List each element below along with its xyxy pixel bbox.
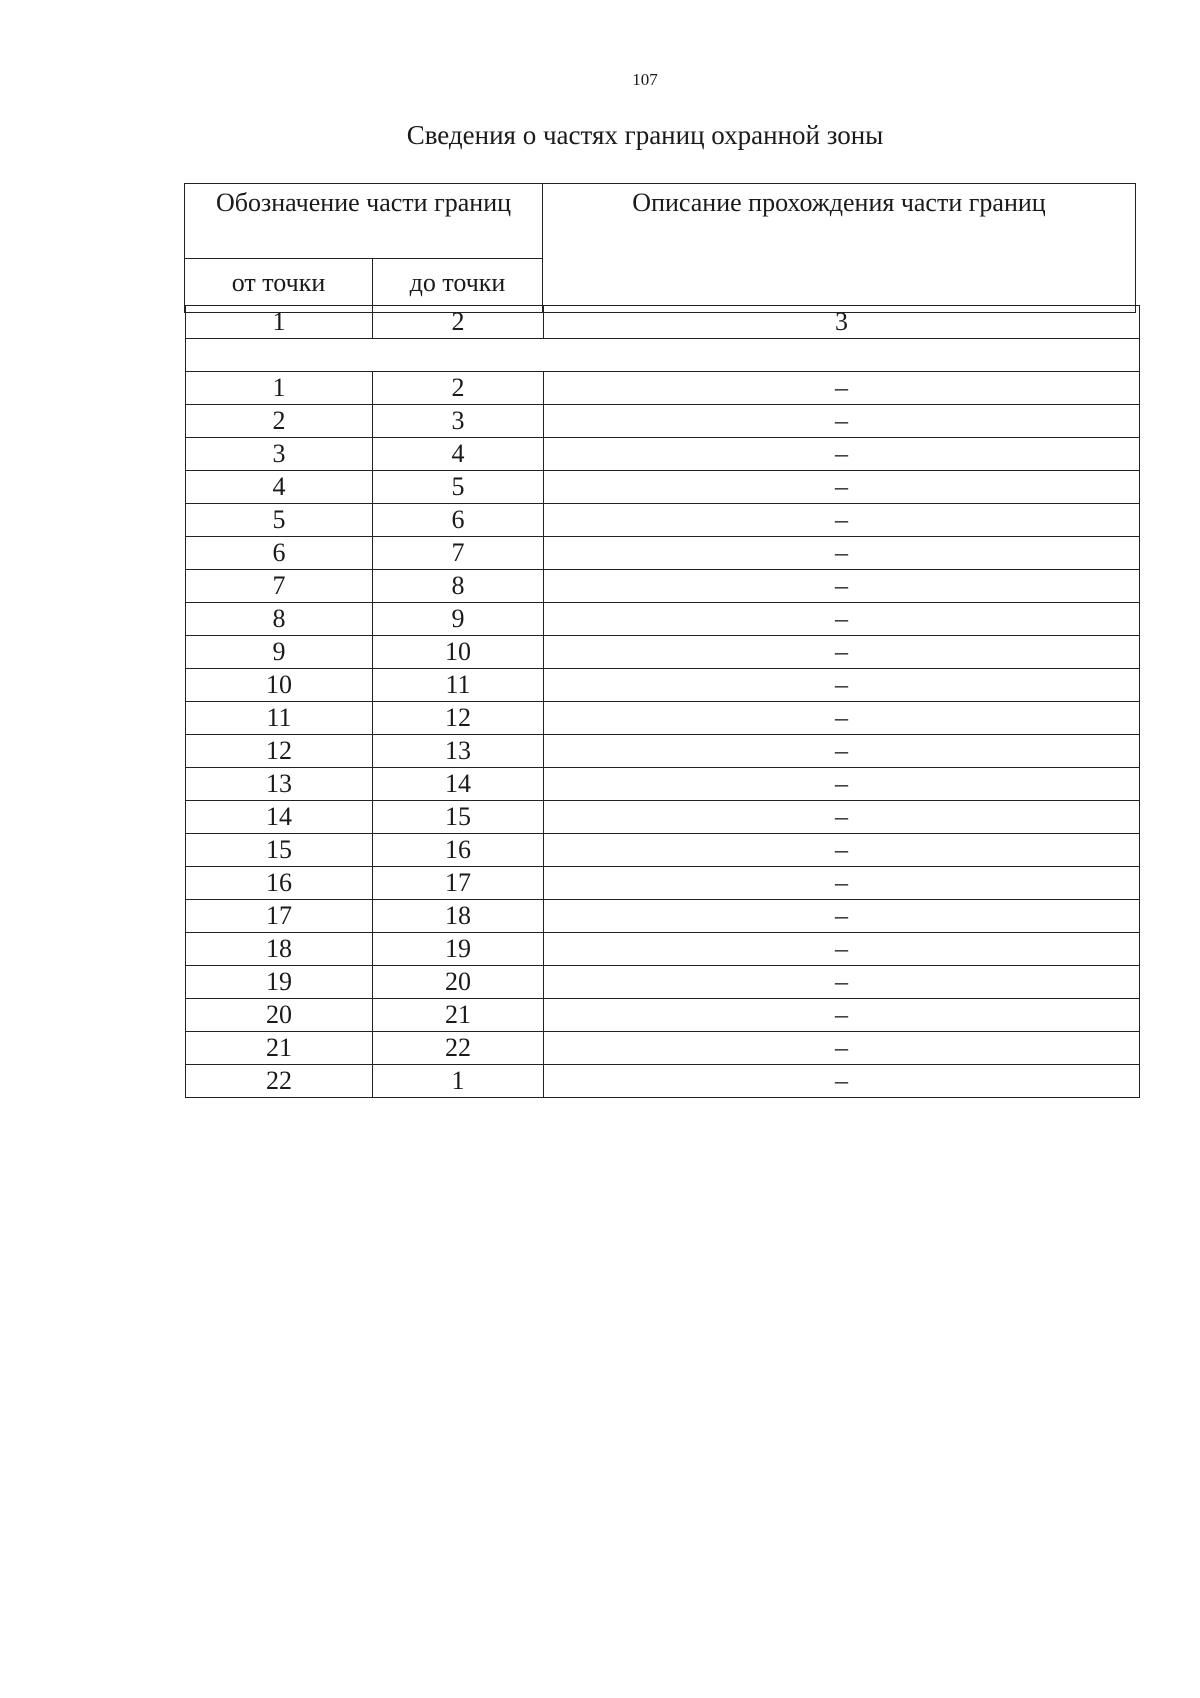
to-point-cell: 1 [373, 1065, 544, 1098]
page-number: 107 [632, 70, 658, 89]
column-number-cell: 3 [544, 306, 1140, 339]
header-description-cell: Описание прохождения части границ [543, 184, 1136, 313]
to-point-cell: 22 [373, 1032, 544, 1065]
to-point-cell: 8 [373, 570, 544, 603]
table-row [186, 504, 1140, 537]
to-point-cell: 19 [373, 933, 544, 966]
table-body [186, 306, 1140, 1098]
to-point-cell: 12 [373, 702, 544, 735]
table-row [186, 768, 1140, 801]
from-point-cell: 18 [186, 933, 373, 966]
from-point-cell: 17 [186, 900, 373, 933]
from-point-cell: 19 [186, 966, 373, 999]
from-point-cell: 15 [186, 834, 373, 867]
table-row [186, 372, 1140, 405]
description-cell: – [544, 372, 1140, 405]
from-point-cell: 3 [186, 438, 373, 471]
from-point-cell: 22 [186, 1065, 373, 1098]
table-row [186, 471, 1140, 504]
header-table [184, 183, 1136, 313]
description-cell: – [544, 735, 1140, 768]
table-row [186, 702, 1140, 735]
table-row [186, 834, 1140, 867]
from-point-cell: 2 [186, 405, 373, 438]
column-number-cell: 2 [373, 306, 544, 339]
table-row [186, 735, 1140, 768]
to-point-cell: 9 [373, 603, 544, 636]
description-cell: – [544, 768, 1140, 801]
header-to-cell: до точки [373, 259, 543, 313]
from-point-cell: 11 [186, 702, 373, 735]
table-row [186, 570, 1140, 603]
description-cell: – [544, 999, 1140, 1032]
to-point-cell: 13 [373, 735, 544, 768]
to-point-cell: 11 [373, 669, 544, 702]
from-point-cell: 21 [186, 1032, 373, 1065]
to-point-cell: 7 [373, 537, 544, 570]
description-cell: – [544, 933, 1140, 966]
table-row [186, 669, 1140, 702]
to-point-cell: 16 [373, 834, 544, 867]
table-row [186, 537, 1140, 570]
table-row [186, 933, 1140, 966]
from-point-cell: 9 [186, 636, 373, 669]
description-cell: – [544, 405, 1140, 438]
table-row [186, 405, 1140, 438]
table-row [186, 1032, 1140, 1065]
header-group-cell: Обозначение части границ [185, 184, 543, 259]
blank-cell [186, 339, 1140, 372]
to-point-cell: 14 [373, 768, 544, 801]
from-point-cell: 1 [186, 372, 373, 405]
description-cell: – [544, 669, 1140, 702]
table-row [186, 867, 1140, 900]
description-cell: – [544, 801, 1140, 834]
to-point-cell: 17 [373, 867, 544, 900]
from-point-cell: 12 [186, 735, 373, 768]
description-cell: – [544, 537, 1140, 570]
to-point-cell: 21 [373, 999, 544, 1032]
to-point-cell: 6 [373, 504, 544, 537]
from-point-cell: 7 [186, 570, 373, 603]
description-cell: – [544, 834, 1140, 867]
description-cell: – [544, 504, 1140, 537]
description-cell: – [544, 603, 1140, 636]
boundary-parts-table [185, 305, 1140, 1098]
blank-row [186, 339, 1140, 372]
to-point-cell: 15 [373, 801, 544, 834]
description-cell: – [544, 1065, 1140, 1098]
from-point-cell: 10 [186, 669, 373, 702]
column-number-row [186, 306, 1140, 339]
from-point-cell: 6 [186, 537, 373, 570]
from-point-cell: 13 [186, 768, 373, 801]
description-cell: – [544, 702, 1140, 735]
to-point-cell: 2 [373, 372, 544, 405]
table-row [186, 438, 1140, 471]
table-row [186, 801, 1140, 834]
table-row [186, 1065, 1140, 1098]
table-row [186, 900, 1140, 933]
to-point-cell: 18 [373, 900, 544, 933]
from-point-cell: 16 [186, 867, 373, 900]
description-cell: – [544, 636, 1140, 669]
from-point-cell: 20 [186, 999, 373, 1032]
header-from-cell: от точки [185, 259, 373, 313]
from-point-cell: 14 [186, 801, 373, 834]
table-row [186, 636, 1140, 669]
description-cell: – [544, 1032, 1140, 1065]
table-row [186, 966, 1140, 999]
to-point-cell: 10 [373, 636, 544, 669]
description-cell: – [544, 438, 1140, 471]
from-point-cell: 8 [186, 603, 373, 636]
table-row [186, 999, 1140, 1032]
to-point-cell: 3 [373, 405, 544, 438]
from-point-cell: 4 [186, 471, 373, 504]
description-cell: – [544, 867, 1140, 900]
to-point-cell: 5 [373, 471, 544, 504]
column-number-cell: 1 [186, 306, 373, 339]
description-cell: – [544, 570, 1140, 603]
description-cell: – [544, 471, 1140, 504]
description-cell: – [544, 966, 1140, 999]
document-title: Сведения о частях границ охранной зоны [406, 120, 884, 150]
from-point-cell: 5 [186, 504, 373, 537]
description-cell: – [544, 900, 1140, 933]
to-point-cell: 4 [373, 438, 544, 471]
to-point-cell: 20 [373, 966, 544, 999]
table-row [186, 603, 1140, 636]
